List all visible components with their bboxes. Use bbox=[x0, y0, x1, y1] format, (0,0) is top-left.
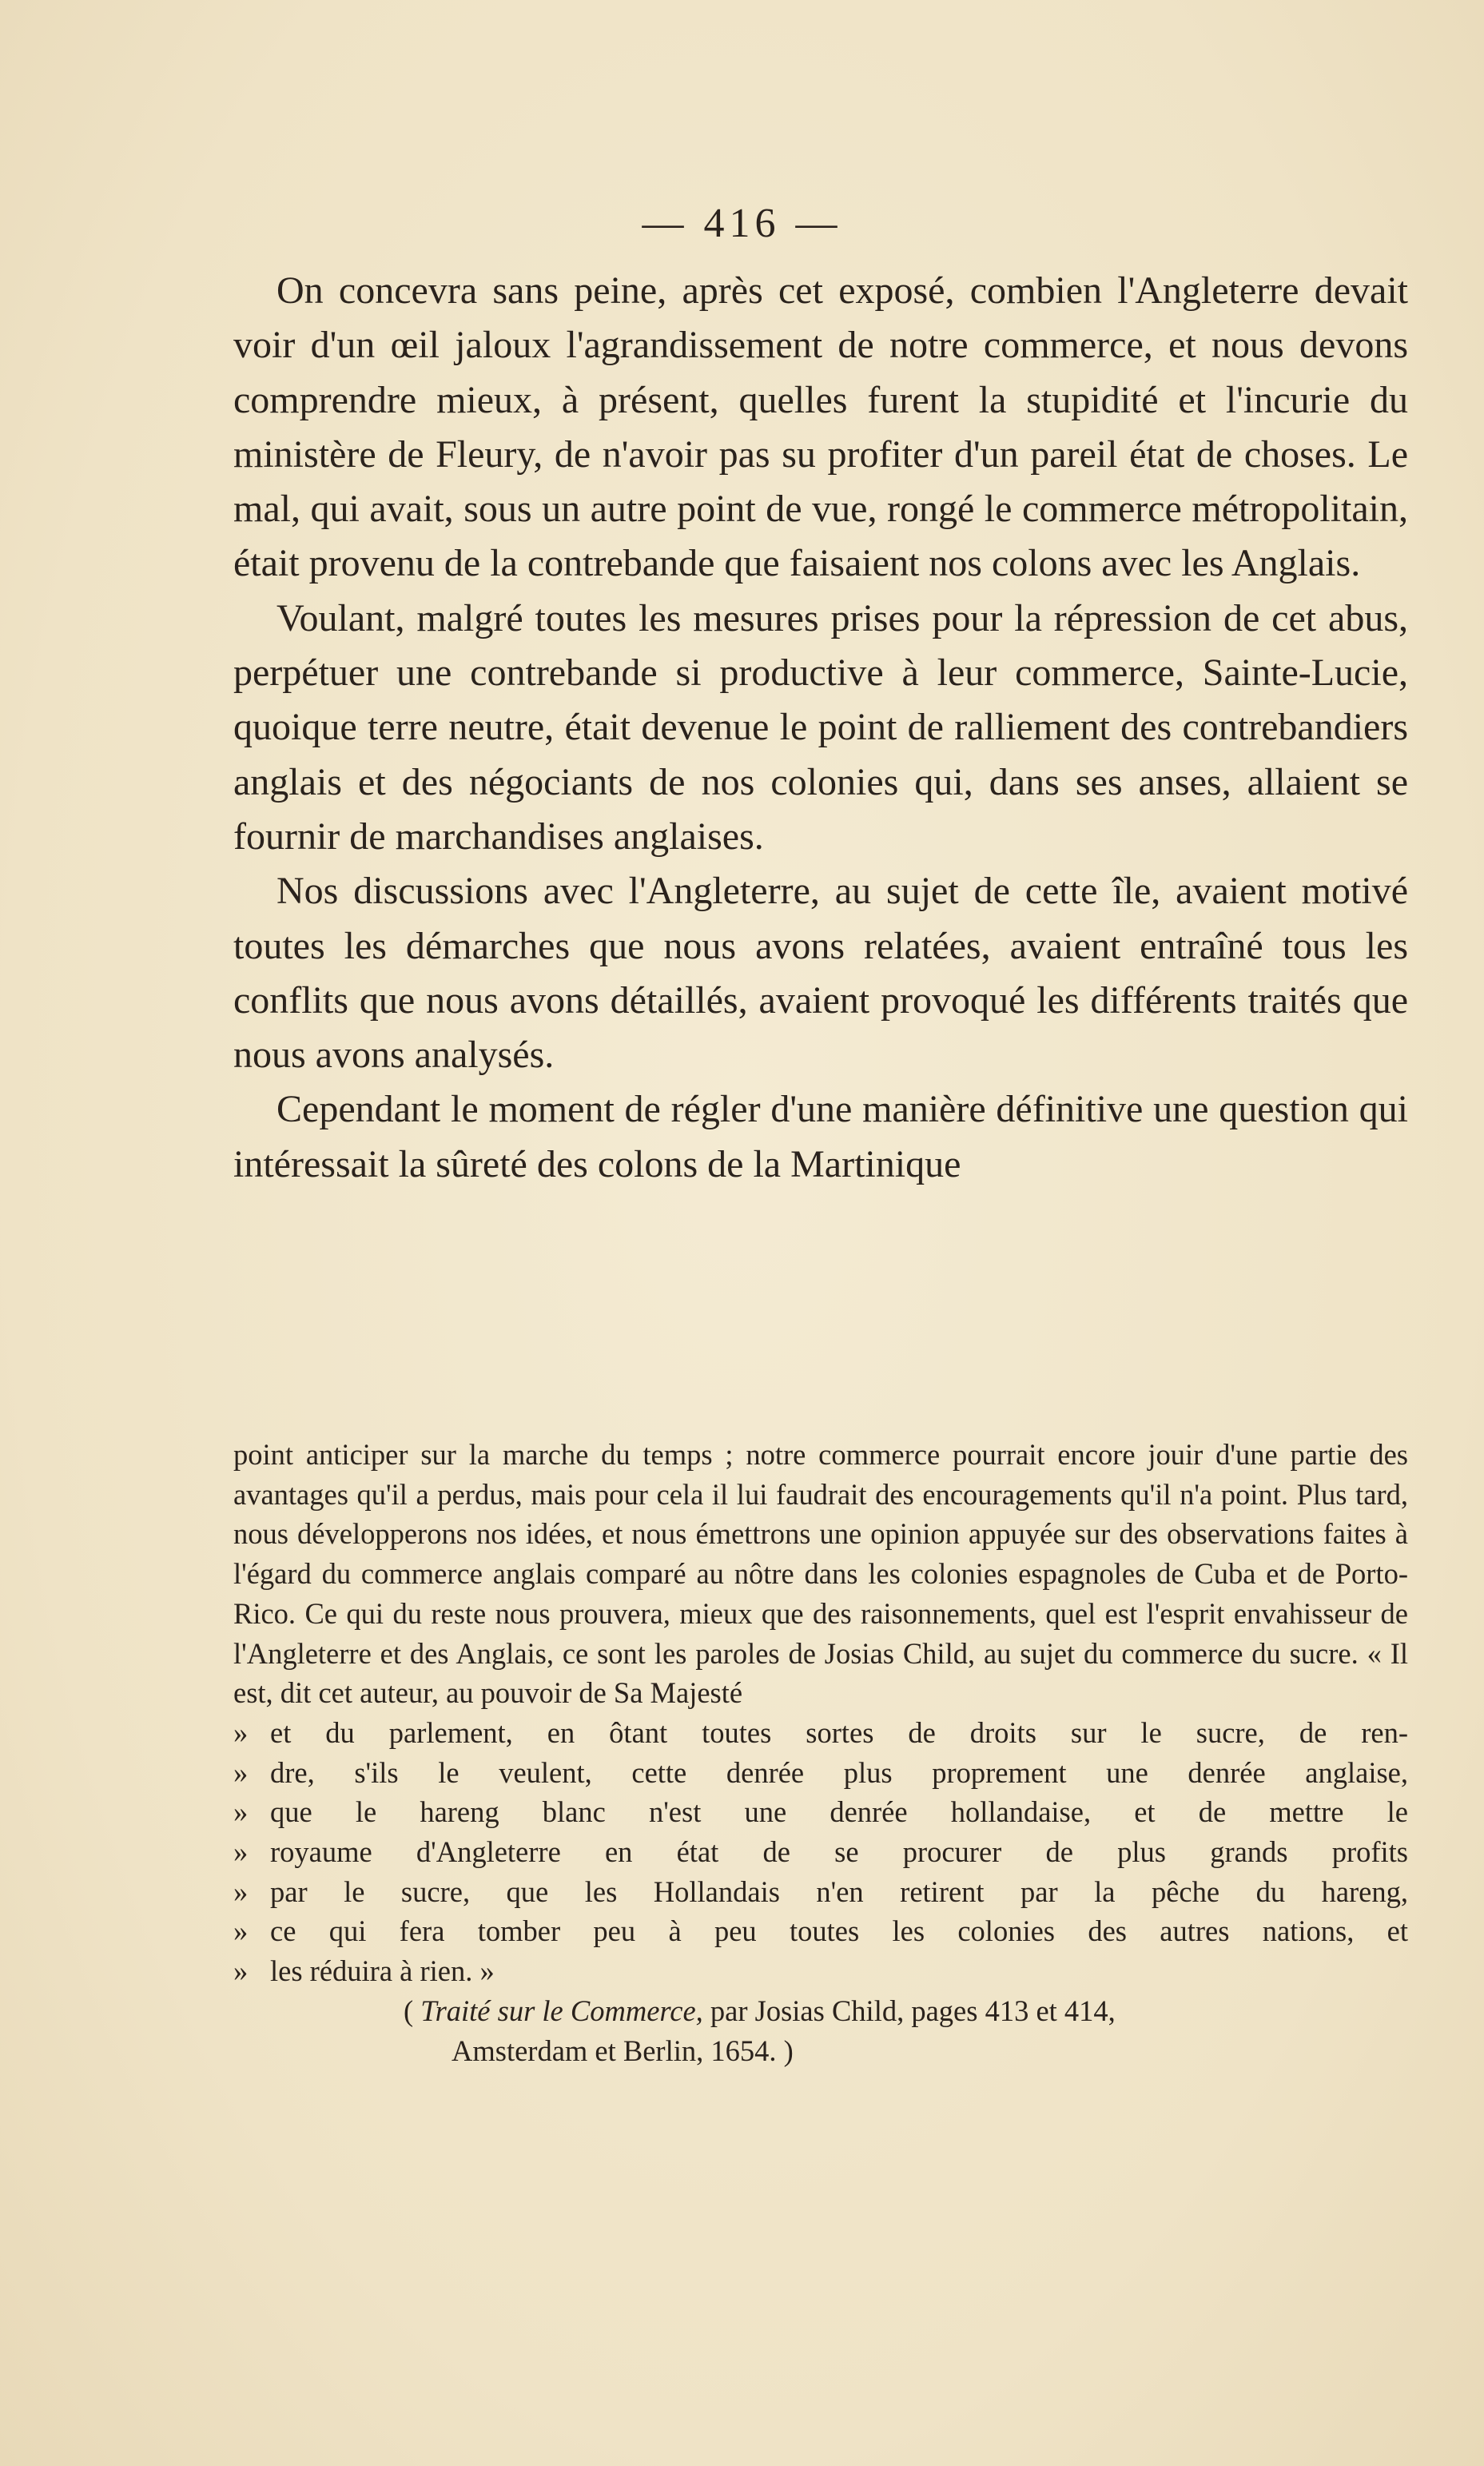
footnote bbox=[233, 1435, 1408, 2070]
main-text bbox=[233, 264, 1408, 1192]
quote-line bbox=[233, 1753, 1408, 1793]
paragraph-1: On concevra sans peine, après cet exposé, combien l'Angleterre devait voir d'un œil jaloux l'agrandissement de notre commerce, et nous devons comprendre mieux, à présent, quelles furent la stupidité et l'incurie du ministère de Fleury, de n'avoir pas su profiter d'un pareil état de choses. Le mal, qui avait, sous un autre point de vue, rongé le commerce métropolitain, était provenu de la contrebande que faisaient nos colons avec les Anglais. bbox=[233, 269, 1408, 585]
quote-mark: » bbox=[233, 1954, 249, 1988]
paragraph-2: Voulant, malgré toutes les mesures prises pour la répression de cet abus, perpétuer une contrebande si productive à leur commerce, Sainte-Lucie, quoique terre neutre, était devenue le point de ralliement des contrebandiers anglais et des négociants de nos colonies qui, dans ses anses, allaient se fournir de marchandises anglaises. bbox=[233, 596, 1408, 858]
quote-line-text: par le sucre, que les Hollandais n'en retirent par la pêche du hareng, bbox=[270, 1874, 1408, 1908]
quote-line bbox=[233, 1792, 1408, 1832]
citation-rest: par Josias Child, pages 413 et 414, bbox=[710, 1994, 1116, 2027]
quote-line bbox=[233, 1713, 1408, 1753]
paragraph-4: Cependant le moment de régler d'une manière définitive une question qui intéressait la sûreté des colons de la Martinique bbox=[233, 1088, 1408, 1185]
quote-line-text: dre, s'ils le veulent, cette denrée plus proprement une denrée anglaise, bbox=[270, 1755, 1408, 1789]
quote-mark: » bbox=[233, 1755, 249, 1789]
quote-line bbox=[233, 1872, 1408, 1912]
quote-line bbox=[233, 1951, 1408, 1991]
quote-mark: » bbox=[233, 1874, 249, 1908]
footnote-text: point anticiper sur la marche du temps ; notre commerce pourrait encore jouir d'une partie des avantages qu'il a perdus, mais pour cela il lui faudrait des encouragements qu'il n'a point. Plus tard, nous développerons nos idées, et nous émettrons une opinion appuyée sur des observations faites à l'égard du commerce anglais comparé au nôtre dans les colonies espagnoles de Cuba et de Porto-Rico. Ce qui du reste nous prouvera, mieux que des raisonnements, quel est l'esprit envahisseur de l'Angleterre et des Anglais, ce sont les paroles de Josias Child, au sujet du commerce du sucre. « Il est, dit cet auteur, au pouvoir de Sa Majesté bbox=[233, 1438, 1408, 1710]
quote-line bbox=[233, 1832, 1408, 1872]
quote-line-text: ce qui fera tomber peu à peu toutes les colonies des autres nations, et bbox=[270, 1914, 1408, 1948]
citation-open: ( bbox=[404, 1994, 414, 2027]
quote-mark: » bbox=[233, 1795, 249, 1829]
quote-line-text: les réduira à rien. » bbox=[270, 1954, 495, 1988]
citation-line-2: Amsterdam et Berlin, 1654. ) bbox=[452, 2034, 794, 2067]
quote-line-text: royaume d'Angleterre en état de se procurer de plus grands profits bbox=[270, 1835, 1408, 1869]
quote-line bbox=[233, 1911, 1408, 1951]
paragraph-3: Nos discussions avec l'Angleterre, au sujet de cette île, avaient motivé toutes les démarches que nous avons relatées, avaient entraîné tous les conflits que nous avons détaillés, avaient provoqué les différents traités que nous avons analysés. bbox=[233, 870, 1408, 1077]
quote-mark: » bbox=[233, 1835, 249, 1869]
quote-line-text: et du parlement, en ôtant toutes sortes de droits sur le sucre, de ren- bbox=[270, 1715, 1408, 1749]
quote-mark: » bbox=[233, 1715, 249, 1749]
citation-title: Traité sur le Commerce, bbox=[420, 1994, 703, 2027]
citation bbox=[233, 1991, 1408, 2070]
page-number: — 416 — bbox=[642, 201, 842, 246]
quote-mark: » bbox=[233, 1914, 249, 1948]
quote-line-text: que le hareng blanc n'est une denrée hollandaise, et de mettre le bbox=[270, 1795, 1408, 1829]
